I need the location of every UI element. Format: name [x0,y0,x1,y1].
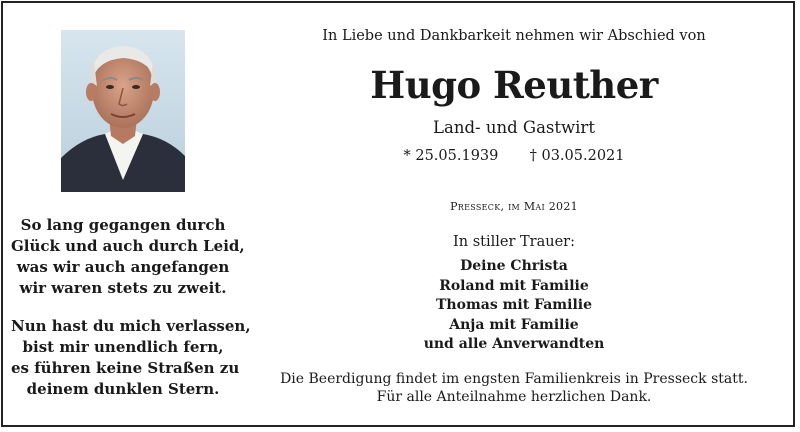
mourning-label: In stiller Trauer: [453,234,575,250]
obituary-card [1,1,795,427]
poem-line: was wir auch angefangen [16,258,230,276]
poem-stanza-1 [11,215,245,299]
poem-line: deinem dunklen Stern. [26,380,220,398]
poem-line: Nun hast du mich verlassen, [11,317,251,335]
mourner: Anja mit Familie [449,316,579,333]
mourner: Deine Christa [460,258,568,274]
left-column [3,3,251,429]
poem-line: bist mir unendlich fern, [22,338,224,356]
profession: Land- und Gastwirt [433,118,595,137]
mourners-list [248,257,780,355]
death-date: 03.05.2021 [541,148,625,164]
portrait-image [61,30,185,192]
birth-symbol: * [403,148,411,164]
mourner: und alle Anverwandten [423,336,605,353]
poem-line: Glück und auch durch Leid, [11,237,245,255]
birth-date: 25.05.1939 [415,148,499,164]
life-dates [248,148,780,164]
poem-line: wir waren stets zu zweit. [19,279,227,297]
poem-stanza-2 [11,316,251,400]
funeral-note: Die Beerdigung findet im engsten Familienkreis in Presseck statt. [280,371,748,387]
mourner: Thomas mit Familie [436,297,592,314]
poem-line: es führen keine Straßen zu [11,359,240,377]
poem-line: So lang gegangen durch [20,216,226,234]
deceased-name: Hugo Reuther [370,63,658,107]
right-column [248,3,780,429]
thanks-note: Für alle Anteilnahme herzlichen Dank. [376,389,652,405]
place-and-date: Presseck, im Mai 2021 [450,200,578,213]
mourner: Roland mit Familie [439,277,589,294]
death-symbol: † [529,148,537,164]
intro-text: In Liebe und Dankbarkeit nehmen wir Abschied von [322,28,706,44]
portrait-photo [61,30,185,192]
